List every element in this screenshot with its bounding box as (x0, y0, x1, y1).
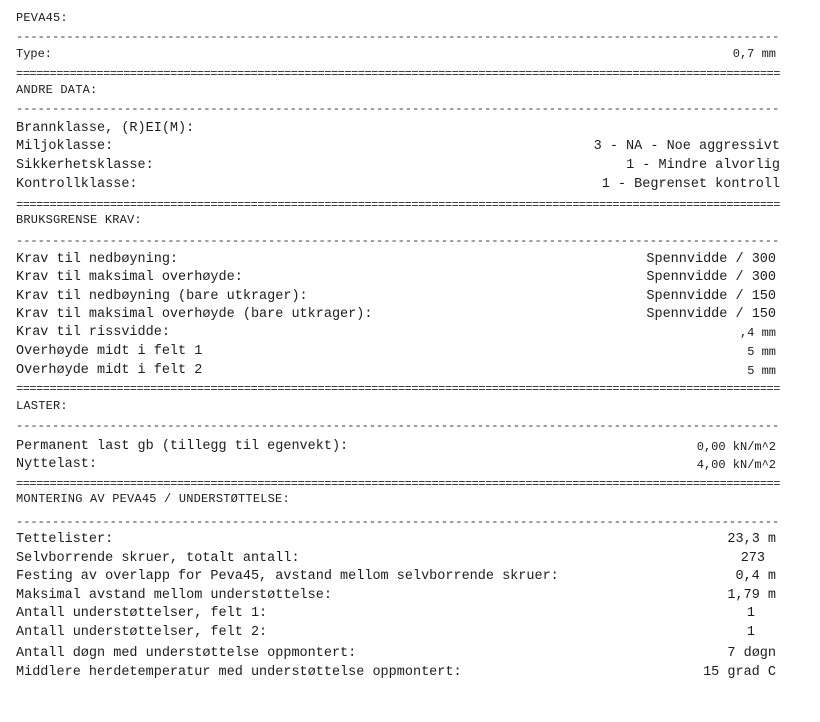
row-value: 5 mm (747, 364, 776, 378)
data-row (0, 663, 820, 683)
type-row (0, 44, 820, 64)
divider-dashed (16, 103, 780, 115)
data-row (0, 604, 820, 624)
row-label: Krav til nedbøyning: (16, 252, 179, 267)
data-row (0, 156, 820, 176)
row-label: Maksimal avstand mellom understøttelse: (16, 588, 332, 603)
row-label: Kontrollklasse: (16, 177, 138, 192)
data-row (0, 361, 820, 381)
data-row (0, 250, 820, 270)
row-label: Krav til maksimal overhøyde: (16, 270, 243, 285)
row-value: 1 - Begrenset kontroll (601, 177, 780, 192)
divider-dashed (16, 31, 780, 43)
row-label: Tettelister: (16, 532, 114, 547)
row-label: Antall døgn med understøttelse oppmontert: (16, 646, 357, 661)
row-value: 4,00 kN/m^2 (696, 458, 776, 472)
divider-double (16, 68, 780, 80)
row-label: Antall understøttelser, felt 2: (16, 625, 268, 640)
row-label: Middlere herdetemperatur med understøttelse oppmontert: (16, 665, 462, 680)
section-header-row (0, 80, 820, 100)
montering-header: MONTERING AV PEVA45 / UNDERSTØTTELSE: (16, 492, 290, 506)
type-label: Type: (16, 47, 53, 61)
row-value: Spennvidde / 300 (646, 252, 776, 267)
row-value: 3 - NA - Noe aggressivt (593, 139, 780, 154)
row-label: Overhøyde midt i felt 2 (16, 363, 203, 378)
row-value: 7 døgn (727, 646, 776, 661)
row-value: 1,79 m (727, 588, 776, 603)
section-header-row (0, 489, 820, 509)
data-row (0, 586, 820, 606)
data-row (0, 323, 820, 343)
row-value: 15 grad C (703, 665, 776, 680)
data-row (0, 437, 820, 457)
row-label: Selvborrende skruer, totalt antall: (16, 551, 300, 566)
row-value: 0,4 m (735, 569, 776, 584)
data-row (0, 623, 820, 643)
row-value: Spennvidde / 150 (646, 289, 776, 304)
row-label: Nyttelast: (16, 457, 98, 472)
data-row (0, 530, 820, 550)
data-row (0, 119, 820, 139)
row-value: 1 (746, 606, 755, 621)
row-value: 0,00 kN/m^2 (696, 440, 776, 454)
row-value: 273 (740, 551, 765, 566)
andre-data-header: ANDRE DATA: (16, 83, 98, 97)
row-value: 1 (746, 625, 755, 640)
row-label: Antall understøttelser, felt 1: (16, 606, 268, 621)
row-label: Festing av overlapp for Peva45, avstand mellom selvborrende skruer: (16, 569, 559, 584)
data-row (0, 342, 820, 362)
doc-title-row (0, 8, 820, 28)
divider-double (16, 383, 780, 395)
divider-dashed (16, 516, 780, 528)
row-label: Krav til nedbøyning (bare utkrager): (16, 289, 308, 304)
section-header-row (0, 210, 820, 230)
row-value: 23,3 m (727, 532, 776, 547)
row-value: Spennvidde / 150 (646, 307, 776, 322)
row-value: Spennvidde / 300 (646, 270, 776, 285)
row-label: Krav til rissvidde: (16, 325, 170, 340)
row-label: Brannklasse, (R)EI(M): (16, 121, 195, 136)
laster-header: LASTER: (16, 399, 68, 413)
row-label: Overhøyde midt i felt 1 (16, 344, 203, 359)
row-label: Sikkerhetsklasse: (16, 158, 154, 173)
bruksgrense-header: BRUKSGRENSE KRAV: (16, 213, 142, 227)
divider-dashed (16, 235, 780, 247)
row-label: Permanent last gb (tillegg til egenvekt): (16, 439, 349, 454)
data-row (0, 175, 820, 195)
data-row (0, 567, 820, 587)
row-value: ,4 mm (739, 326, 776, 340)
data-row (0, 455, 820, 475)
doc-title: PEVA45: (16, 11, 68, 25)
data-row (0, 644, 820, 664)
row-value: 5 mm (747, 345, 776, 359)
row-label: Miljoklasse: (16, 139, 114, 154)
row-value: 1 - Mindre alvorlig (626, 158, 780, 173)
data-row (0, 549, 820, 569)
type-value: 0,7 mm (732, 47, 776, 61)
row-label: Krav til maksimal overhøyde (bare utkrager): (16, 307, 373, 322)
data-row (0, 268, 820, 288)
section-header-row (0, 396, 820, 416)
data-row (0, 305, 820, 325)
data-row (0, 287, 820, 307)
data-row (0, 137, 820, 157)
divider-dashed (16, 420, 780, 432)
